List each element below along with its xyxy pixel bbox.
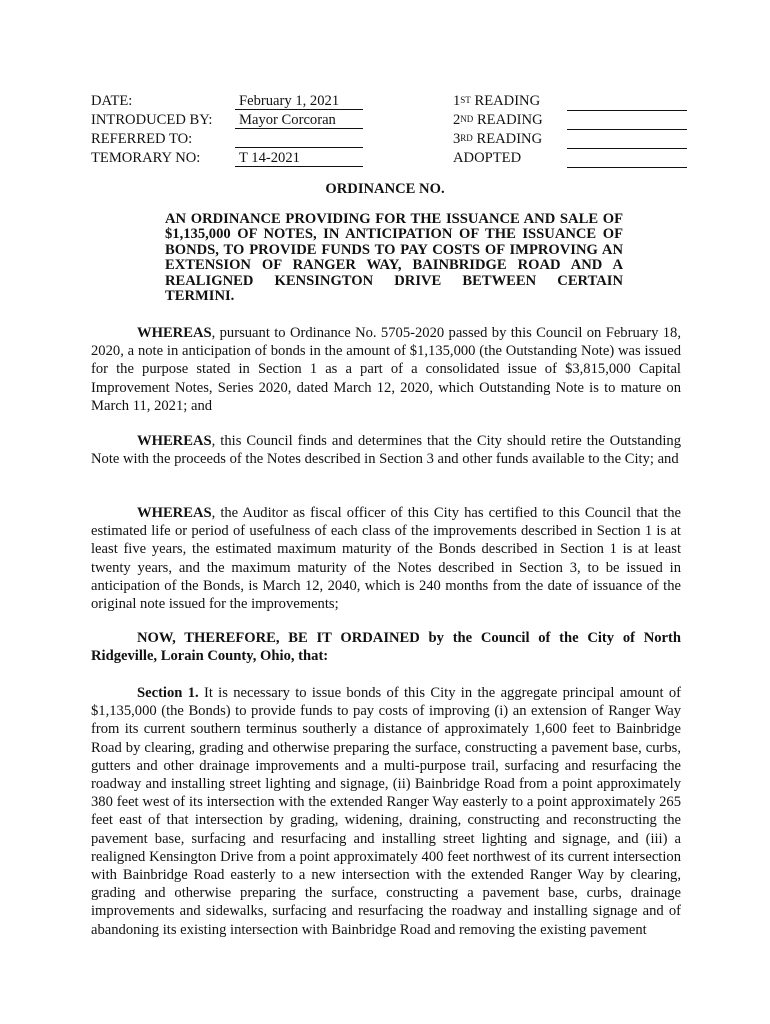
whereas-paragraph-1: [91, 324, 681, 415]
section-1-paragraph: [91, 684, 681, 939]
whereas-lead: WHEREAS: [137, 505, 212, 521]
second-reading-label: 2ND READING: [453, 112, 543, 128]
whereas-lead: WHEREAS: [137, 433, 212, 449]
third-reading-label: 3RD READING: [453, 131, 543, 147]
whereas-paragraph-3: [91, 504, 681, 613]
paragraph-text: , pursuant to Ordinance No. 5705-2020 passed by this Council on February 18, 2020, a note in anticipation of bonds in the amount of $1,135,000 (the Outstanding Note) was issued for the purpose stated in Section 1 as a part of a consolidated issue of $3,815,000 Capital Improvement Notes, Series 2020, dated March 12, 2020, which Outstanding Note is to mature on March 11, 2021; and: [91, 325, 681, 414]
paragraph-text: It is necessary to issue bonds of this City in the aggregate principal amount of $1,135,000 (the Bonds) to provide funds to pay costs of improving (i) an extension of Ranger Way from its current southern terminus southerly a distance of approximately 1,600 feet to Bainbridge Road by clearing, grading and otherwise preparing the surface, constructing a pavement base, curbs, gutters and other drainage improvements and a multi-purpose trail, surfacing and resurfacing the roadway and installing street lighting and signage, (ii) Bainbridge Road from a point approximately 380 feet west of its intersection with the extended Ranger Way easterly to a point approximately 265 feet east of that intersection by grading, widening, draining, constructing and reconstructing the pavement base, surfacing and resurfacing and installing street lighting and signage, and (iii) a realigned Kensington Drive from a point approximately 400 feet northwest of its current intersection with Bainbridge Road easterly to a new intersection with the extended Ranger Way by clearing, grading and otherwise preparing the surface, constructing a pavement base, curbs, drainage improvements and sidewalks, surfacing and resurfacing the roadway and installing signage and of abandoning its existing intersection with Bainbridge Road and removing the existing pavement: [91, 685, 681, 938]
second-reading-line: [567, 129, 687, 130]
third-reading-line: [567, 148, 687, 149]
ordinance-number-heading: ORDINANCE NO.: [325, 181, 445, 197]
introduced-by-label: INTRODUCED BY:: [91, 112, 213, 128]
first-reading-label: 1ST READING: [453, 93, 541, 109]
temporary-no-label: TEMORARY NO:: [91, 150, 201, 166]
ordinance-header: [91, 92, 691, 172]
whereas-paragraph-2: [91, 432, 681, 468]
adopted-label: ADOPTED: [453, 150, 522, 166]
ordinance-title: AN ORDINANCE PROVIDING FOR THE ISSUANCE AND SALE OF $1,135,000 OF NOTES, IN ANTICIPATION OF THE ISSUANCE OF BONDS, TO PROVIDE FUNDS TO PAY COSTS OF IMPROVING AN EXTENSION OF RANGER WAY, BAINBRIDGE ROAD AND A REALIGNED KENSINGTON DRIVE BETWEEN CERTAIN TERMINI.: [165, 211, 623, 305]
paragraph-text: , this Council finds and determines that the City should retire the Outstanding Note with the proceeds of the Notes described in Section 3 and other funds available to the City; and: [91, 433, 681, 468]
date-label: DATE:: [91, 93, 133, 109]
introduced-by-value: Mayor Corcoran: [235, 111, 363, 129]
referred-to-value: [235, 130, 363, 148]
first-reading-line: [567, 110, 687, 111]
referred-to-label: REFERRED TO:: [91, 131, 193, 147]
ordaining-clause: [91, 629, 681, 665]
adopted-line: [567, 167, 687, 168]
paragraph-text: , the Auditor as fiscal officer of this City has certified to this Council that the estimated life or period of usefulness of each class of the improvements described in Section 1 is at least five years, the estimated maximum maturity of the Bonds described in Section 1 is at least twenty years, and the maximum maturity of the Notes described in Section 3, to be issued in anticipation of the Bonds, is March 12, 2040, which is 240 months from the date of issuance of the original note issued for the improvements;: [91, 505, 681, 613]
section-1-heading: Section 1.: [137, 685, 199, 701]
date-value: February 1, 2021: [235, 92, 363, 110]
temporary-no-value: T 14-2021: [235, 149, 363, 167]
whereas-lead: WHEREAS: [137, 325, 212, 341]
ordaining-text: NOW, THEREFORE, BE IT ORDAINED by the Council of the City of North Ridgeville, Lorain County, Ohio, that:: [91, 630, 681, 665]
